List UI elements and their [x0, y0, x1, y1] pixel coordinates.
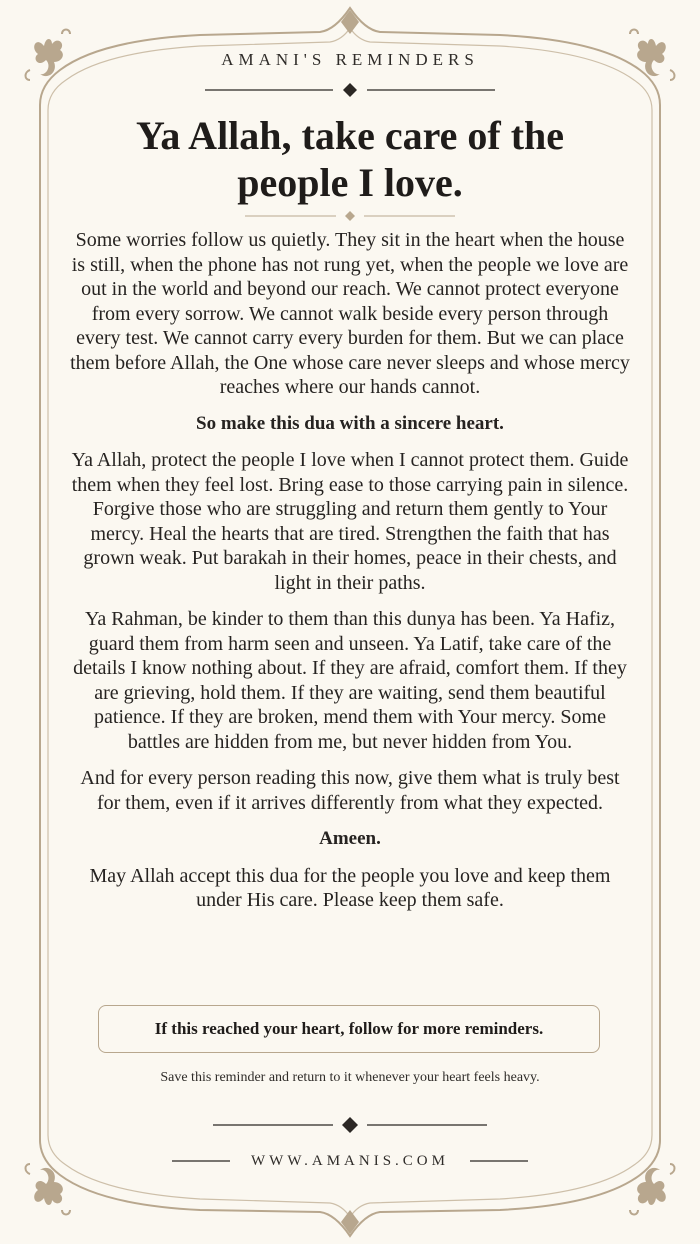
closing-paragraph: May Allah accept this dua for the people you love and keep them under His care. Please keep them safe. — [89, 864, 611, 911]
follow-cta-box[interactable] — [98, 1005, 600, 1053]
dua-paragraph-1: Ya Allah, protect the people I love when I cannot protect them. Guide them when they feel lost. Bring ease to those carrying pain in silence. Forgive those who are struggling and return them gently to Your mercy. Heal the hearts that are tired. Strengthen the faith that has grown weak. Put barakah in their homes, peace in their chests, and light in their paths. — [71, 449, 629, 594]
title-line-2: people I love. — [237, 160, 463, 205]
page-title — [90, 112, 610, 206]
dua-paragraph-2: Ya Rahman, be kinder to them than this dunya has been. Ya Hafiz, guard them from harm seen and unseen. Ya Latif, take care of the details I know nothing about. If they are afraid, comfort them. If they are grieving, hold them. If they are waiting, send them beautiful patience. If they are broken, mend them with Your mercy. Some battles are hidden from me, but never hidden from You. — [73, 608, 627, 753]
dua-instruction: So make this dua with a sincere heart. — [196, 412, 504, 434]
website-link[interactable]: WWW.AMANIS.COM — [251, 1153, 449, 1169]
save-note: Save this reminder and return to it whenever your heart feels heavy. — [160, 1070, 540, 1085]
ameen-text: Ameen. — [319, 828, 381, 849]
reminder-body — [70, 228, 630, 913]
title-line-1: Ya Allah, take care of the — [135, 113, 565, 158]
brand-name: AMANI'S REMINDERS — [221, 50, 479, 69]
intro-paragraph: Some worries follow us quietly. They sit in the heart when the house is still, when the phone has not rung yet, when the people we love are out in the world and beyond our reach. We cannot protect everyone from every sorrow. We cannot walk beside every person through every test. We cannot carry every burden for them. But we can place them before Allah, the One whose care never sleeps and whose mercy reaches where our hands cannot. — [70, 229, 630, 398]
follow-cta-text: If this reached your heart, follow for more reminders. — [154, 1019, 544, 1038]
dua-paragraph-3: And for every person reading this now, give them what is truly best for them, even if it arrives differently from what they expected. — [80, 767, 620, 814]
